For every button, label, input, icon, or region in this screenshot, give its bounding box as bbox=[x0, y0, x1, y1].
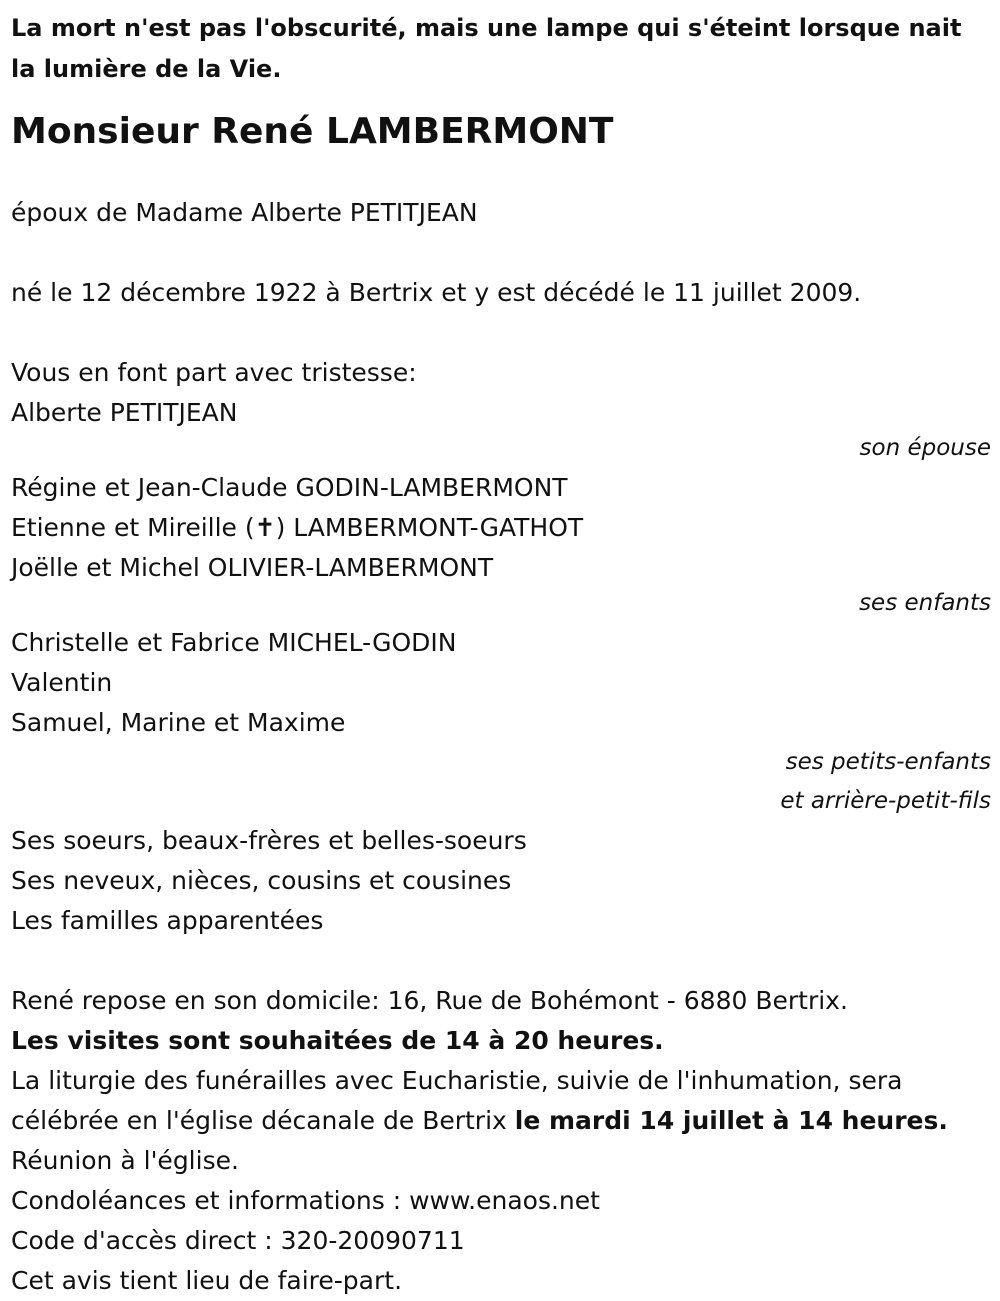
family-role-continued: et arrière-petit-fils bbox=[780, 788, 991, 814]
notice-footer: Cet avis tient lieu de faire-part. bbox=[11, 1266, 403, 1295]
family-group-children bbox=[11, 468, 991, 619]
liturgy-line-continued bbox=[11, 1101, 991, 1141]
family-role: son épouse bbox=[859, 435, 991, 461]
deceased-name: Monsieur René LAMBERMONT bbox=[11, 111, 614, 152]
family-role: ses enfants bbox=[859, 590, 991, 616]
family-member: Christelle et Fabrice MICHEL-GODIN bbox=[11, 628, 457, 657]
family-member: Régine et Jean-Claude GODIN-LAMBERMONT bbox=[11, 473, 568, 502]
visiting-hours: Les visites sont souhaitées de 14 à 20 heures. bbox=[11, 1026, 664, 1055]
family-role: ses petits-enfants bbox=[785, 749, 991, 775]
condolences-link[interactable]: Condoléances et informations : www.enaos.net bbox=[11, 1186, 600, 1215]
liturgy-place: célébrée en l'église décanale de Bertrix bbox=[11, 1106, 515, 1135]
announcement-intro: Vous en font part avec tristesse: bbox=[11, 358, 417, 387]
rest-place: René repose en son domicile: 16, Rue de Bohémont - 6880 Bertrix. bbox=[11, 986, 848, 1015]
family-member: Etienne et Mireille (✝) LAMBERMONT-GATHOT bbox=[11, 513, 584, 542]
obituary-notice bbox=[11, 0, 991, 1301]
liturgy-line: La liturgie des funérailles avec Eucharistie, suivie de l'inhumation, sera bbox=[11, 1066, 903, 1095]
opening-quote: La mort n'est pas l'obscurité, mais une lampe qui s'éteint lorsque nait la lumière de la Vie. bbox=[11, 14, 962, 83]
family-group-spouse bbox=[11, 393, 991, 464]
liturgy-date: le mardi 14 juillet à 14 heures. bbox=[514, 1106, 948, 1135]
spouse-line: époux de Madame Alberte PETITJEAN bbox=[11, 198, 478, 227]
family-member: Valentin bbox=[11, 668, 113, 697]
family-member: Samuel, Marine et Maxime bbox=[11, 708, 346, 737]
birth-death-line: né le 12 décembre 1922 à Bertrix et y est décédé le 11 juillet 2009. bbox=[11, 278, 862, 307]
family-member: Alberte PETITJEAN bbox=[11, 398, 238, 427]
family-group-grandchildren bbox=[11, 623, 991, 821]
meeting-place: Réunion à l'église. bbox=[11, 1146, 239, 1175]
extended-family-item: Ses soeurs, beaux-frères et belles-soeurs bbox=[11, 826, 527, 855]
extended-family bbox=[11, 821, 991, 941]
extended-family-item: Les familles apparentées bbox=[11, 906, 324, 935]
family-member: Joëlle et Michel OLIVIER-LAMBERMONT bbox=[11, 553, 494, 582]
access-code: Code d'accès direct : 320-20090711 bbox=[11, 1226, 465, 1255]
funeral-info bbox=[11, 981, 991, 1301]
extended-family-item: Ses neveux, nièces, cousins et cousines bbox=[11, 866, 512, 895]
